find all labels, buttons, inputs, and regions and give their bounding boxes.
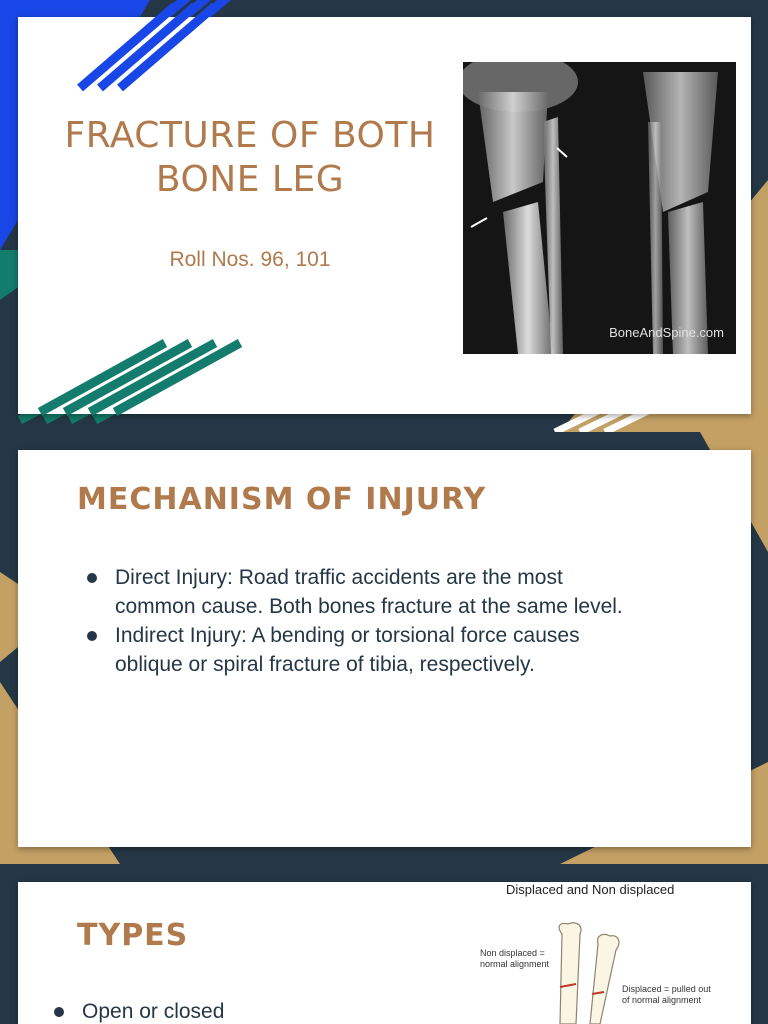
section-heading: MECHANISM OF INJURY (77, 482, 487, 517)
bullet-text-line: Direct Injury: Road traffic accidents are the most (115, 566, 563, 589)
label-line: Non displaced = (480, 948, 545, 958)
page-title (40, 114, 460, 202)
image-credit: BoneAndSpine.com (609, 325, 724, 340)
label-line: Displaced = pulled out (622, 984, 711, 994)
slide-mechanism (0, 432, 768, 864)
label-non-displaced (480, 948, 549, 970)
bullet-text-line: common cause. Both bones fracture at the same level. (115, 595, 623, 618)
list-item (44, 997, 344, 1024)
bullet-list (44, 997, 344, 1024)
bullet-text-line: Indirect Injury: A bending or torsional force causes (115, 624, 580, 647)
diagram-title: Displaced and Non displaced (506, 882, 675, 897)
slide-types (0, 864, 768, 1024)
bullet-text-line: oblique or spiral fracture of tibia, respectively. (115, 653, 535, 676)
label-line: normal alignment (480, 959, 550, 969)
section-heading: TYPES (77, 918, 189, 953)
list-item (77, 563, 717, 621)
xray-image (463, 62, 736, 354)
bullet-text-line: Open or closed (82, 1000, 225, 1023)
label-line: of normal alignment (622, 995, 702, 1005)
label-displaced (622, 984, 711, 1006)
bullet-icon (87, 573, 97, 583)
list-item (77, 621, 717, 679)
bullet-list (77, 563, 717, 679)
slide-title (0, 0, 768, 432)
bullet-icon (54, 1007, 64, 1017)
title-line-2: BONE LEG (155, 159, 345, 200)
xray-illustration (463, 62, 736, 354)
title-line-1: FRACTURE OF BOTH (64, 115, 436, 156)
bullet-icon (87, 631, 97, 641)
subtitle: Roll Nos. 96, 101 (169, 248, 331, 271)
